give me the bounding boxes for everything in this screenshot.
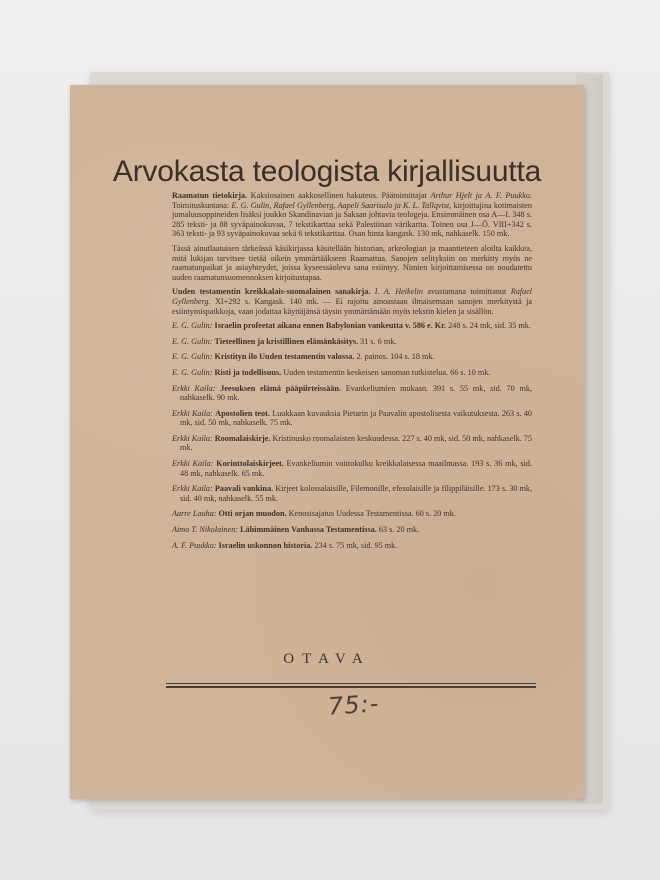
book-title: Apostolien teot. bbox=[215, 408, 270, 418]
book-title: Lähimmäinen Vanhassa Testamentissa. bbox=[240, 525, 377, 535]
cover-title: Arvokasta teologista kirjallisuutta bbox=[112, 155, 542, 188]
book-list bbox=[172, 321, 532, 550]
book-details: 234 s. 75 mk, sid. 95 mk. bbox=[314, 540, 398, 550]
book-details: 2. painos. 104 s. 18 mk. bbox=[356, 352, 435, 362]
book-details: Evankeliumien mukaan. 391 s. 55 mk, sid. 70 mk, nahkaselk. 90 mk. bbox=[180, 383, 533, 403]
book-details: Kristinusko roomalaisten keskuudessa. 227 s. 40 mk, sid. 50 mk, nahkaselk. 75 mk. bbox=[180, 433, 532, 453]
book-entry bbox=[172, 352, 532, 362]
book-author: E. G. Gulin: bbox=[172, 352, 213, 362]
catalog-text bbox=[172, 191, 532, 556]
book-author: Aimo T. Nikolainen: bbox=[172, 525, 239, 535]
publisher-name: OTAVA bbox=[283, 651, 371, 667]
book-title: Roomalaiskirje. bbox=[214, 433, 271, 443]
book-details: Kirjeet kolossalaisille, Filemonille, efesolaisille ja filippiläisille. 173 s. 30 mk, sid. 40 mk, nahkaselk. 55 mk. bbox=[180, 484, 533, 503]
book-author: E. G. Gulin: bbox=[172, 367, 213, 377]
bible-encyclopedia-description: Tässä ainutlaatuisen tärkeässä käsikirjassa käsitellään historian, arkeologian ja maantieteen aloilta kaikkea, mitä lukijan tarvitsee tietää oikein ymmärtääkseen Raamattua. Sanojen selityksiin on merkitty myös ne raamatunpaikat ja asiayhteydet, joissa kyseessäoleva sana esiintyy. Nimien kirjoittamisessa on noudatettu uuden raamatunsuomennoksen kirjoitustapaa. bbox=[172, 243, 532, 282]
book-entry bbox=[172, 541, 532, 551]
book-author: Erkki Kaila: bbox=[172, 408, 213, 418]
book-entry bbox=[172, 409, 532, 428]
entry-title: Raamatun tietokirja. bbox=[172, 191, 248, 200]
book-title: Israelin uskonnon historia. bbox=[218, 540, 313, 550]
book-author: A. F. Puukko: bbox=[172, 540, 217, 550]
book-details: Uuden testamentin keskeisen sanoman tutkistelua. 66 s. 10 mk. bbox=[283, 367, 491, 377]
book-author: Erkki Kaila: bbox=[172, 433, 213, 443]
book-title: Jeesuksen elämä pääpiirteissään. bbox=[220, 383, 341, 393]
book-details: Kenosisajatus Uudessa Testamentissa. 60 s. 20 mk. bbox=[288, 509, 456, 519]
divider-line-thick bbox=[166, 686, 536, 688]
book-title: Otti orjan muodon. bbox=[218, 509, 287, 519]
book-details: Luukkaan kuvauksia Pietarin ja Paavalin apostolisesta vaikutuksesta. 263 s. 40 mk, sid. 50 mk, nahkaselk. 75 mk. bbox=[180, 408, 533, 428]
book-entry bbox=[172, 434, 532, 453]
handwritten-price: 75:- bbox=[327, 689, 381, 721]
book-entry bbox=[172, 337, 532, 347]
book-title: Israelin profeetat aikana ennen Babylonian vankeutta v. 586 e. Kr. bbox=[214, 321, 447, 331]
book-author: Erkki Kaila: bbox=[172, 383, 216, 393]
book-author: Erkki Kaila: bbox=[172, 459, 214, 469]
book-entry bbox=[172, 384, 532, 403]
book-back-cover bbox=[70, 85, 584, 799]
book-author: E. G. Gulin: bbox=[172, 321, 213, 331]
book-entry bbox=[172, 509, 532, 519]
book-title: Tieteellinen ja kristillinen elämänkäsitys. bbox=[214, 336, 359, 346]
book-details: 248 s. 24 mk, sid. 35 mk. bbox=[448, 321, 531, 331]
book-details: 31 s. 6 mk. bbox=[360, 336, 397, 346]
book-entry bbox=[172, 484, 532, 503]
book-author: Aarre Lauha: bbox=[172, 509, 217, 519]
book-entry bbox=[172, 368, 532, 378]
bible-encyclopedia-entry: Raamatun tietokirja. Kaksiosainen aakkosellinen hakuteos. Päätoimittajat Arthur Hjelt ja A. F. Puukko. Toimituskuntana: E. G. Gulin, Rafael Gyllenberg, Aapeli Saarisalo ja K. L. Tallqvist, kirjoittajina kotimaisten jumaluusoppineiden lisäksi joukko Skandinavian ja Saksan johtavia teologeja. Ensimmäinen osa A—I. 348 s. 285 teksti- ja 88 syväpainokuvaa, 7 tekstikarttaa sekä Palestiinan värikartta. Toinen osa J—Ö. VIII+342 s. 363 teksti- ja 93 syväpainokuvaa sekä 6 tekstikarttaa. Osan hinta kangask. 130 mk, nahkaselk. 150 mk. bbox=[172, 191, 533, 239]
dictionary-entry: Uuden testamentin kreikkalais-suomalainen sanakirja. I. A. Heikelin avustamana toimittanut Rafael Gyllenberg. XI+292 s. Kangask. 140 mk. — Ei rajoitu ainoastaan ilmaisemaan sanojen merkitystä ja esiintymispaikkoja, vaan jodattaa käyttäjänsä täysin ymmärtämään myös tekstin kielen ja sisällön. bbox=[172, 287, 533, 316]
divider-line bbox=[166, 683, 536, 684]
book-title: Korinttolaiskirjeet. bbox=[216, 459, 284, 469]
book-details: Evankeliumin voittokulku kreikkalaisessa maailmassa. 193 s. 36 mk, sid. 48 mk, nahkaselk. 65 mk. bbox=[180, 459, 533, 478]
book-title: Kristityn ilo Uuden testamentin valossa. bbox=[214, 352, 355, 362]
book-author: Erkki Kaila: bbox=[172, 484, 213, 494]
book-entry bbox=[172, 321, 532, 331]
book-title: Risti ja todellisuus. bbox=[214, 367, 282, 377]
book-entry bbox=[172, 459, 532, 478]
book-details: 63 s. 20 mk. bbox=[378, 525, 420, 535]
book-title: Paavali vankina. bbox=[214, 484, 274, 494]
book-entry bbox=[172, 525, 532, 535]
book-author: E. G. Gulin: bbox=[172, 336, 213, 346]
